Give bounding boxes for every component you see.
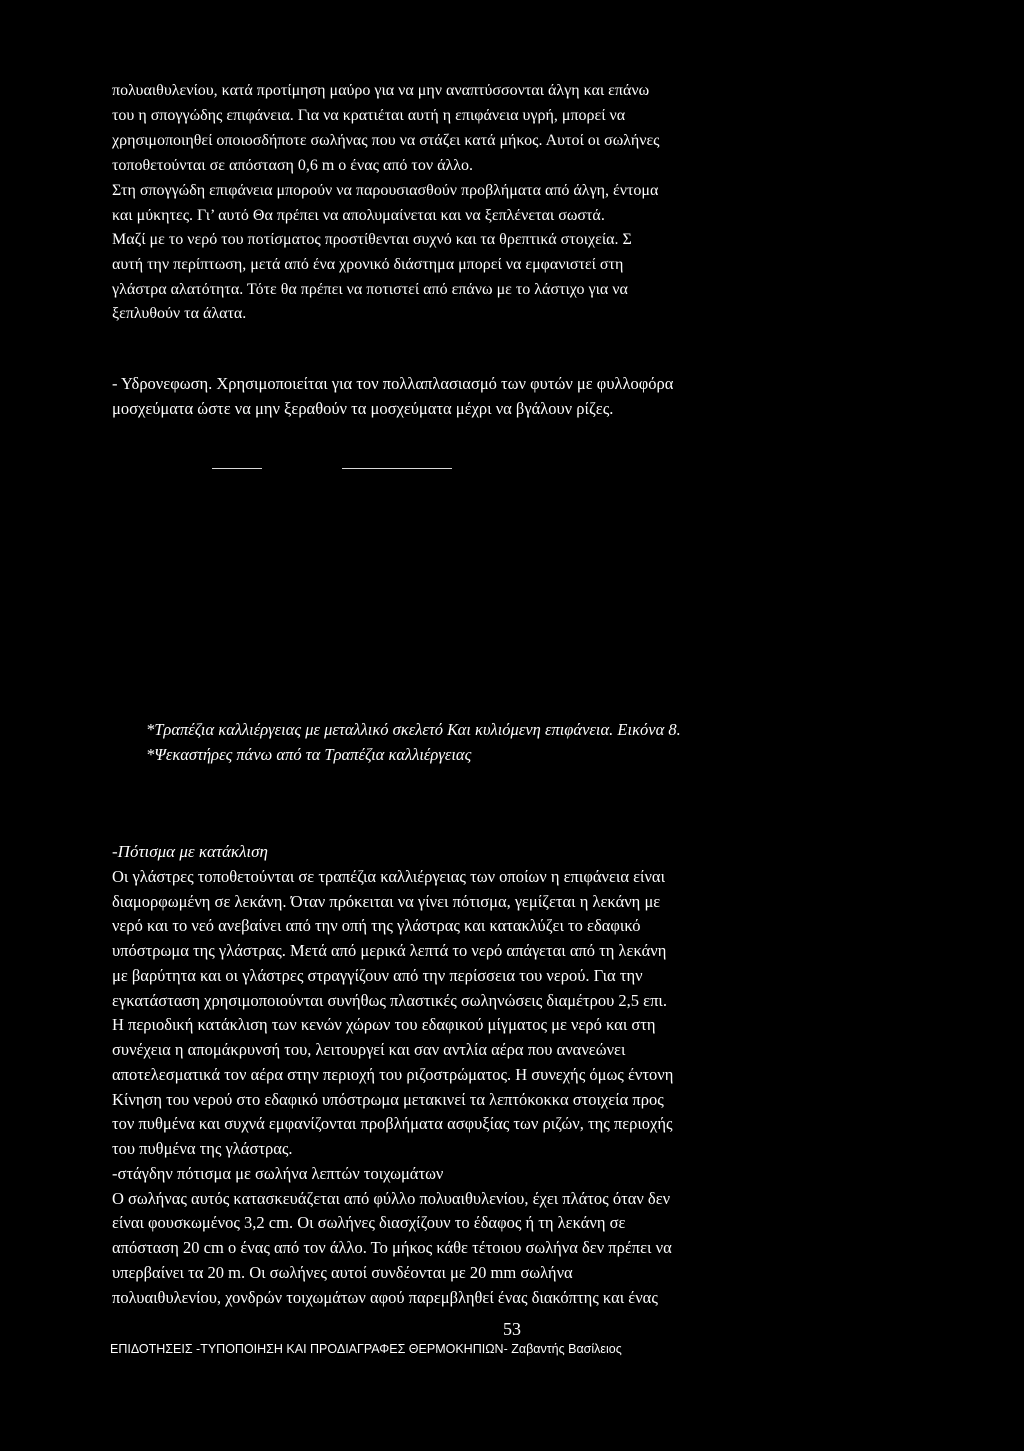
text-line: συνέχεια η απομάκρυνσή του, λειτουργεί και σαν αντλία αέρα που ανανεώνει <box>112 1040 626 1059</box>
text-line: Στη σπογγώδη επιφάνεια μπορούν να παρουσιασθούν προβλήματα από άλγη, έντομα <box>112 182 659 199</box>
text-line: με βαρύτητα και οι γλάστρες στραγγίζουν από την περίσσεια του νερού. Για την <box>112 966 643 985</box>
text-line: είναι φουσκωμένος 3,2 cm. Οι σωλήνες διασχίζουν το έδαφος ή τη λεκάνη σε <box>112 1213 626 1232</box>
text-line: Οι γλάστρες τοποθετούνται σε τραπέζια καλλιέργειας των οποίων η επιφάνεια είναι <box>112 867 666 886</box>
subsection-heading: -στάγδην πότισμα με σωλήνα λεπτών τοιχωμάτων <box>112 1164 444 1183</box>
text-line: ξεπλυθούν τα άλατα. <box>112 305 247 322</box>
figure-artifact-line <box>342 468 452 469</box>
text-line: Η περιοδική κατάκλιση των κενών χώρων του εδαφικού μίγματος με νερό και στη <box>112 1015 656 1034</box>
figure-caption: *Ψεκαστήρες πάνω από τα Τραπέζια καλλιέργειας <box>146 745 472 764</box>
section-heading: -Πότισμα με κατάκλιση <box>112 842 268 861</box>
text-line: υπερβαίνει τα 20 m. Οι σωλήνες αυτοί συνδέονται με 20 mm σωλήνα <box>112 1263 573 1282</box>
text-line: χρησιμοποιηθεί οποιοσδήποτε σωλήνας που να στάζει κατά μήκος. Αυτοί οι σωλήνες <box>112 132 660 149</box>
text-line: και μύκητες. Γι’ αυτό Θα πρέπει να απολυμαίνεται και να ξεπλένεται σωστά. <box>112 207 605 224</box>
text-line: Ο σωλήνας αυτός κατασκευάζεται από φύλλο πολυαιθυλενίου, έχει πλάτος όταν δεν <box>112 1189 671 1208</box>
text-line: αυτή την περίπτωση, μετά από ένα χρονικό διάστημα μπορεί να εμφανιστεί στη <box>112 256 624 273</box>
figure-image <box>112 430 912 710</box>
text-line: του πυθμένα της γλάστρας. <box>112 1139 293 1158</box>
text-line: εγκατάσταση χρησιμοποιούνται συνήθως πλαστικές σωληνώσεις διαμέτρου 2,5 επι. <box>112 991 667 1010</box>
text-line: διαμορφωμένη σε λεκάνη. Όταν πρόκειται να γίνει πότισμα, γεμίζεται η λεκάνη με <box>112 892 661 911</box>
text-line: μοσχεύματα ώστε να μην ξεραθούν τα μοσχεύματα μέχρι να βγάλουν ρίζες. <box>112 399 614 418</box>
text-line: Μαζί με το νερό του ποτίσματος προστίθενται συχνό και τα θρεπτικά στοιχεία. Σ <box>112 231 632 248</box>
text-line: γλάστρα αλατότητα. Τότε θα πρέπει να ποτιστεί από επάνω με το λάστιχο για να <box>112 281 628 298</box>
text-line: - Υδρονεφωση. Χρησιμοποιείται για τον πολλαπλασιασμό των φυτών με φυλλοφόρα <box>112 374 674 393</box>
text-line: πολυαιθυλενίου, χονδρών τοιχωμάτων αφού παρεμβληθεί ένας διακόπτης και ένας <box>112 1288 658 1307</box>
text-line: πολυαιθυλενίου, κατά προτίμηση μαύρο για να μην αναπτύσσονται άλγη και επάνω <box>112 82 650 99</box>
figure-artifact-line <box>212 468 262 469</box>
text-line: νερό και το νεό ανεβαίνει από την οπή της γλάστρας και κατακλύζει το εδαφικό <box>112 916 641 935</box>
text-line: απόσταση 20 cm ο ένας από τον άλλο. Το μήκος κάθε τέτοιου σωλήνα δεν πρέπει να <box>112 1238 672 1257</box>
text-line: Κίνηση του νερού στο εδαφικό υπόστρωμα μετακινεί τα λεπτόκοκκα στοιχεία προς <box>112 1090 664 1109</box>
text-line: τοποθετούνται σε απόσταση 0,6 m ο ένας από τον άλλο. <box>112 157 473 174</box>
page-footer: ΕΠΙΔΟΤΗΣΕΙΣ -ΤΥΠΟΠΟΙΗΣΗ ΚΑΙ ΠΡΟΔΙΑΓΡΑΦΕΣ ΘΕΡΜΟΚΗΠΙΩΝ- Ζαβαντής Βασίλειος <box>110 1342 622 1356</box>
text-line: υπόστρωμα της γλάστρας. Μετά από μερικά λεπτά το νερό απάγεται από τη λεκάνη <box>112 941 667 960</box>
figure-caption: *Τραπέζια καλλιέργειας με μεταλλικό σκελετό Και κυλιόμενη επιφάνεια. Εικόνα 8. <box>146 720 681 739</box>
page-number: 53 <box>503 1319 521 1339</box>
text-line: του η σπογγώδης επιφάνεια. Για να κρατιέται αυτή η επιφάνεια υγρή, μπορεί να <box>112 107 626 124</box>
text-line: αποτελεσματικά τον αέρα στην περιοχή του ριζοστρώματος. Η συνεχής όμως έντονη <box>112 1065 674 1084</box>
text-line: τον πυθμένα και συχνά εμφανίζονται προβλήματα ασφυξίας των ριζών, της περιοχής <box>112 1114 673 1133</box>
